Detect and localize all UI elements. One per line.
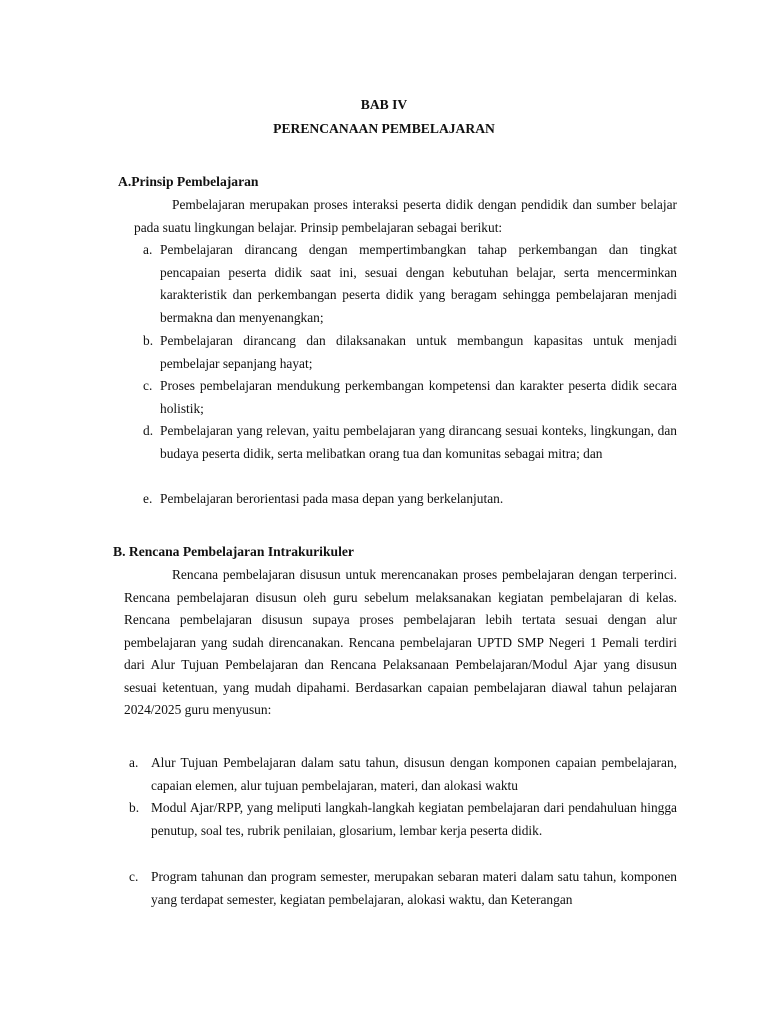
section-a-heading — [118, 174, 258, 190]
list-item-text: Program tahunan dan program semester, merupakan sebaran materi dalam satu tahun, komponen yang terdapat semester, kegiatan pembelajaran, alokasi waktu, dan Keterangan — [151, 869, 677, 907]
list-item — [129, 866, 677, 934]
chapter-label: BAB IV — [360, 97, 408, 112]
list-item — [143, 375, 677, 420]
list-item-text: Pembelajaran berorientasi pada masa depan yang berkelanjutan. — [160, 491, 504, 506]
section-a-number: A. — [118, 174, 132, 189]
list-marker: b. — [143, 333, 154, 348]
section-b-intro: Rencana pembelajaran disusun untuk merencanakan proses pembelajaran dengan terperinci. Rencana pembelajaran disusun oleh guru sebelum melaksanakan kegiatan pembelajaran di kelas. Rencana pembelajaran disusun supaya proses pembelajaran lebih tertata sesuai dengan alur pembelajaran yang sudah direncanakan. Rencana pembelajaran UPTD SMP Negeri 1 Pemali terdiri dari Alur Tujuan Pembelajaran dan Rencana Pelaksanaan Pembelajaran/Modul Ajar yang disusun sesuai ketentuan, yang mudah dipahami. Berdasarkan capaian pembelajaran diawal tahun pelajaran 2024/2025 guru menyusun: — [124, 567, 677, 717]
section-a-intro: Pembelajaran merupakan proses interaksi peserta didik dengan pendidik dan sumber belajar pada suatu lingkungan belajar. Prinsip pembelajaran sebagai berikut: — [134, 197, 677, 235]
list-item-text: Modul Ajar/RPP, yang meliputi langkah-langkah kegiatan pembelajaran dari pendahuluan hingga penutup, soal tes, rubrik penilaian, glosarium, lembar kerja peserta didik. — [151, 800, 677, 838]
list-item — [143, 239, 677, 329]
list-item-text: Pembelajaran yang relevan, yaitu pembelajaran yang dirancang sesuai konteks, lingkungan, dan budaya peserta didik, serta melibatkan orang tua dan komunitas sebagai mitra; dan — [160, 423, 677, 461]
list-item — [143, 488, 677, 511]
section-a-title: Prinsip Pembelajaran — [131, 174, 259, 189]
list-item — [129, 752, 677, 797]
list-marker: c. — [143, 378, 153, 393]
section-b-heading — [113, 544, 354, 560]
list-item — [143, 420, 677, 488]
list-marker: a. — [143, 242, 153, 257]
list-item — [143, 330, 677, 375]
list-item-text: Pembelajaran dirancang dan dilaksanakan untuk membangun kapasitas untuk menjadi pembelajar sepanjang hayat; — [160, 333, 677, 371]
section-b-title: Rencana Pembelajaran Intrakurikuler — [128, 544, 354, 559]
list-marker: c. — [129, 869, 139, 884]
chapter-title: PERENCANAAN PEMBELAJARAN — [273, 121, 495, 136]
list-marker: b. — [129, 800, 140, 815]
list-marker: a. — [129, 755, 139, 770]
section-b-number: B. — [113, 544, 126, 559]
list-item — [129, 797, 677, 865]
list-item-text: Alur Tujuan Pembelajaran dalam satu tahun, disusun dengan komponen capaian pembelajaran, capaian elemen, alur tujuan pembelajaran, materi, dan alokasi waktu — [151, 755, 677, 793]
list-item-text: Proses pembelajaran mendukung perkembangan kompetensi dan karakter peserta didik secara holistik; — [160, 378, 677, 416]
list-marker: e. — [143, 491, 153, 506]
list-marker: d. — [143, 423, 154, 438]
list-item-text: Pembelajaran dirancang dengan mempertimbangkan tahap perkembangan dan tingkat pencapaian peserta didik saat ini, sesuai dengan kebutuhan belajar, serta mencerminkan karakteristik dan perkembangan peserta didik yang beragam sehingga pembelajaran menjadi bermakna dan menyenangkan; — [160, 242, 677, 325]
